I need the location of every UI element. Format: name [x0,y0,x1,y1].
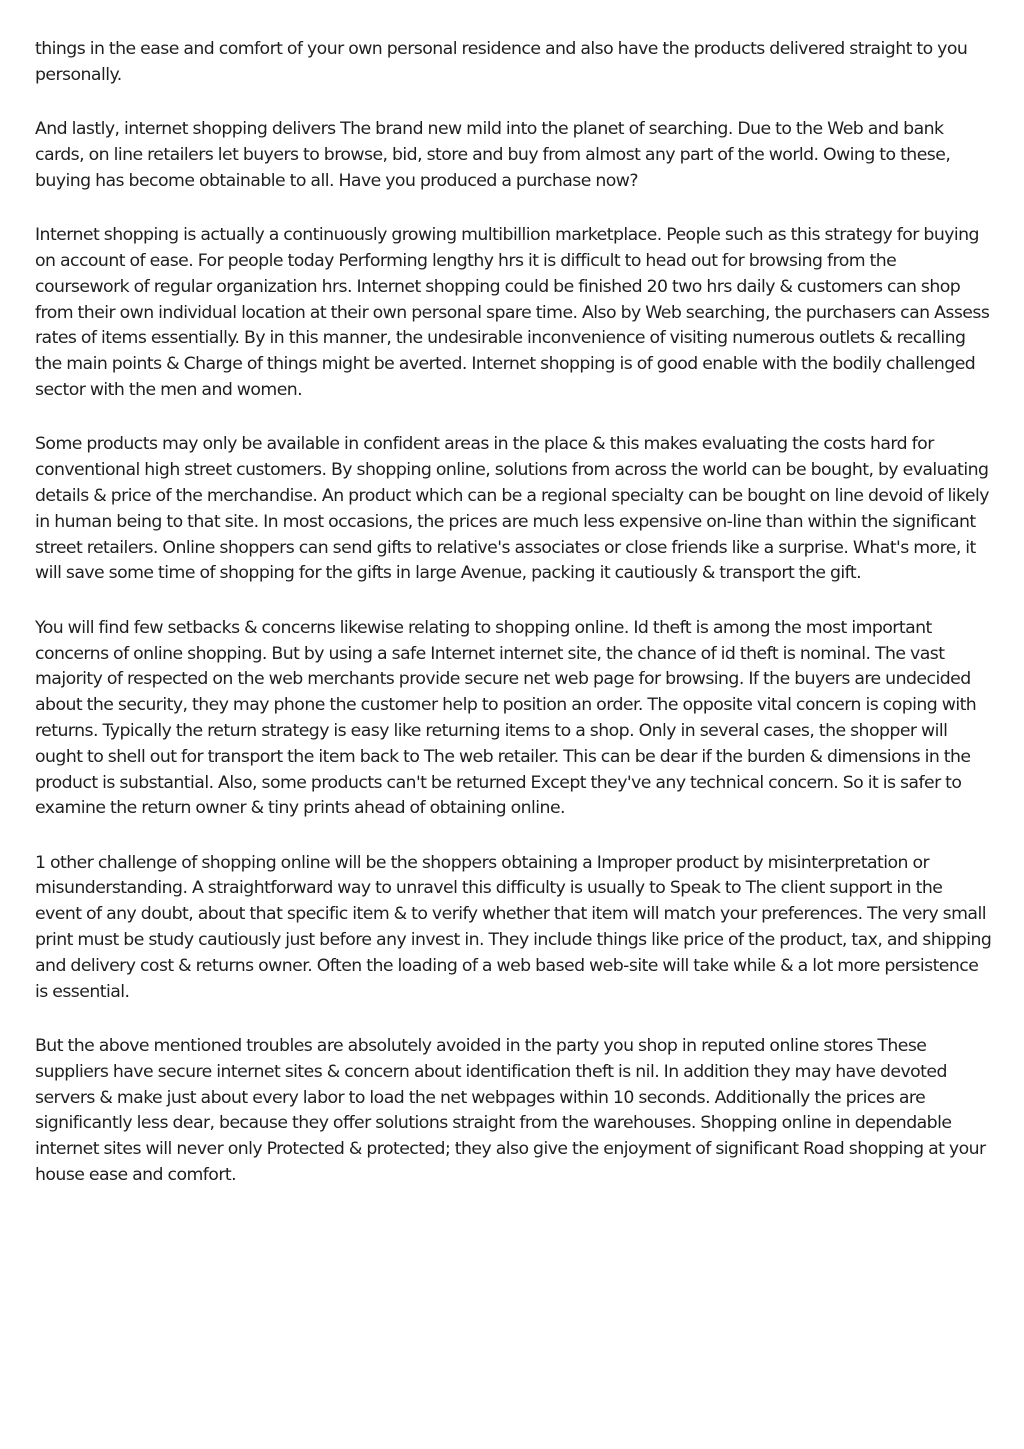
paragraph-6: 1 other challenge of shopping online will be the shoppers obtaining a Improper product by misinterpretation or misunderstanding. A straightforward way to unravel this difficulty is usually to Speak to The client support in the event of any doubt, about that specific item & to verify whether that item will match your preferences. The very small print must be study cautiously just before any invest in. They include things like price of the product, tax, and shipping and delivery cost & returns owner. Often the loading of a web based web-site will take while & a lot more persistence is essential. [35,852,992,1002]
document-page [35,37,993,1217]
paragraph-2: And lastly, internet shopping delivers The brand new mild into the planet of searching. Due to the Web and bank cards, on line retailers let buyers to browse, bid, store and buy from almost any part of the world. Owing to these, buying has become obtainable to all. Have you produced a purchase now? [35,119,951,191]
paragraph-7: But the above mentioned troubles are absolutely avoided in the party you shop in reputed online stores These suppliers have secure internet sites & concern about identification theft is nil. In addition they may have devoted servers & make just about every labor to load the net webpages within 10 seconds. Additionally the prices are significantly less dear, because they offer solutions straight from the warehouses. Shopping online in dependable internet sites will never only Protected & protected; they also give the enjoyment of significant Road shopping at your house ease and comfort. [35,1036,986,1186]
paragraph-4: Some products may only be available in confident areas in the place & this makes evaluating the costs hard for conventional high street customers. By shopping online, solutions from across the world can be bought, by evaluating details & price of the merchandise. An product which can be a regional specialty can be bought on line devoid of likely in human being to that site. In most occasions, the prices are much less expensive on-line than within the significant street retailers. Online shoppers can send gifts to relative's associates or close friends like a surprise. What's more, it will save some time of shopping for the gifts in large Avenue, packing it cautiously & transport the gift. [35,434,989,584]
paragraph-5: You will find few setbacks & concerns likewise relating to shopping online. Id theft is among the most important concerns of online shopping. But by using a safe Internet internet site, the chance of id theft is nominal. The vast majority of respected on the web merchants provide secure net web page for browsing. If the buyers are undecided about the security, they may phone the customer help to position an order. The opposite vital concern is coping with returns. Typically the return strategy is easy like returning items to a shop. Only in several cases, the shopper will ought to shell out for transport the item back to The web retailer. This can be dear if the burden & dimensions in the product is substantial. Also, some products can't be returned Except they've any technical concern. So it is safer to examine the return owner & tiny prints ahead of obtaining online. [35,617,977,819]
paragraph-1: things in the ease and comfort of your own personal residence and also have the products delivered straight to you personally. [35,39,968,85]
paragraph-3: Internet shopping is actually a continuously growing multibillion marketplace. People such as this strategy for buying on account of ease. For people today Performing lengthy hrs it is difficult to head out for browsing from the coursework of regular organization hrs. Internet shopping could be finished 20 two hrs daily & customers can shop from their own individual location at their own personal spare time. Also by Web searching, the purchasers can Assess rates of items essentially. By in this manner, the undesirable inconvenience of visiting numerous outlets & recalling the main points & Charge of things might be averted. Internet shopping is of good enable with the bodily challenged sector with the men and women. [35,225,990,400]
